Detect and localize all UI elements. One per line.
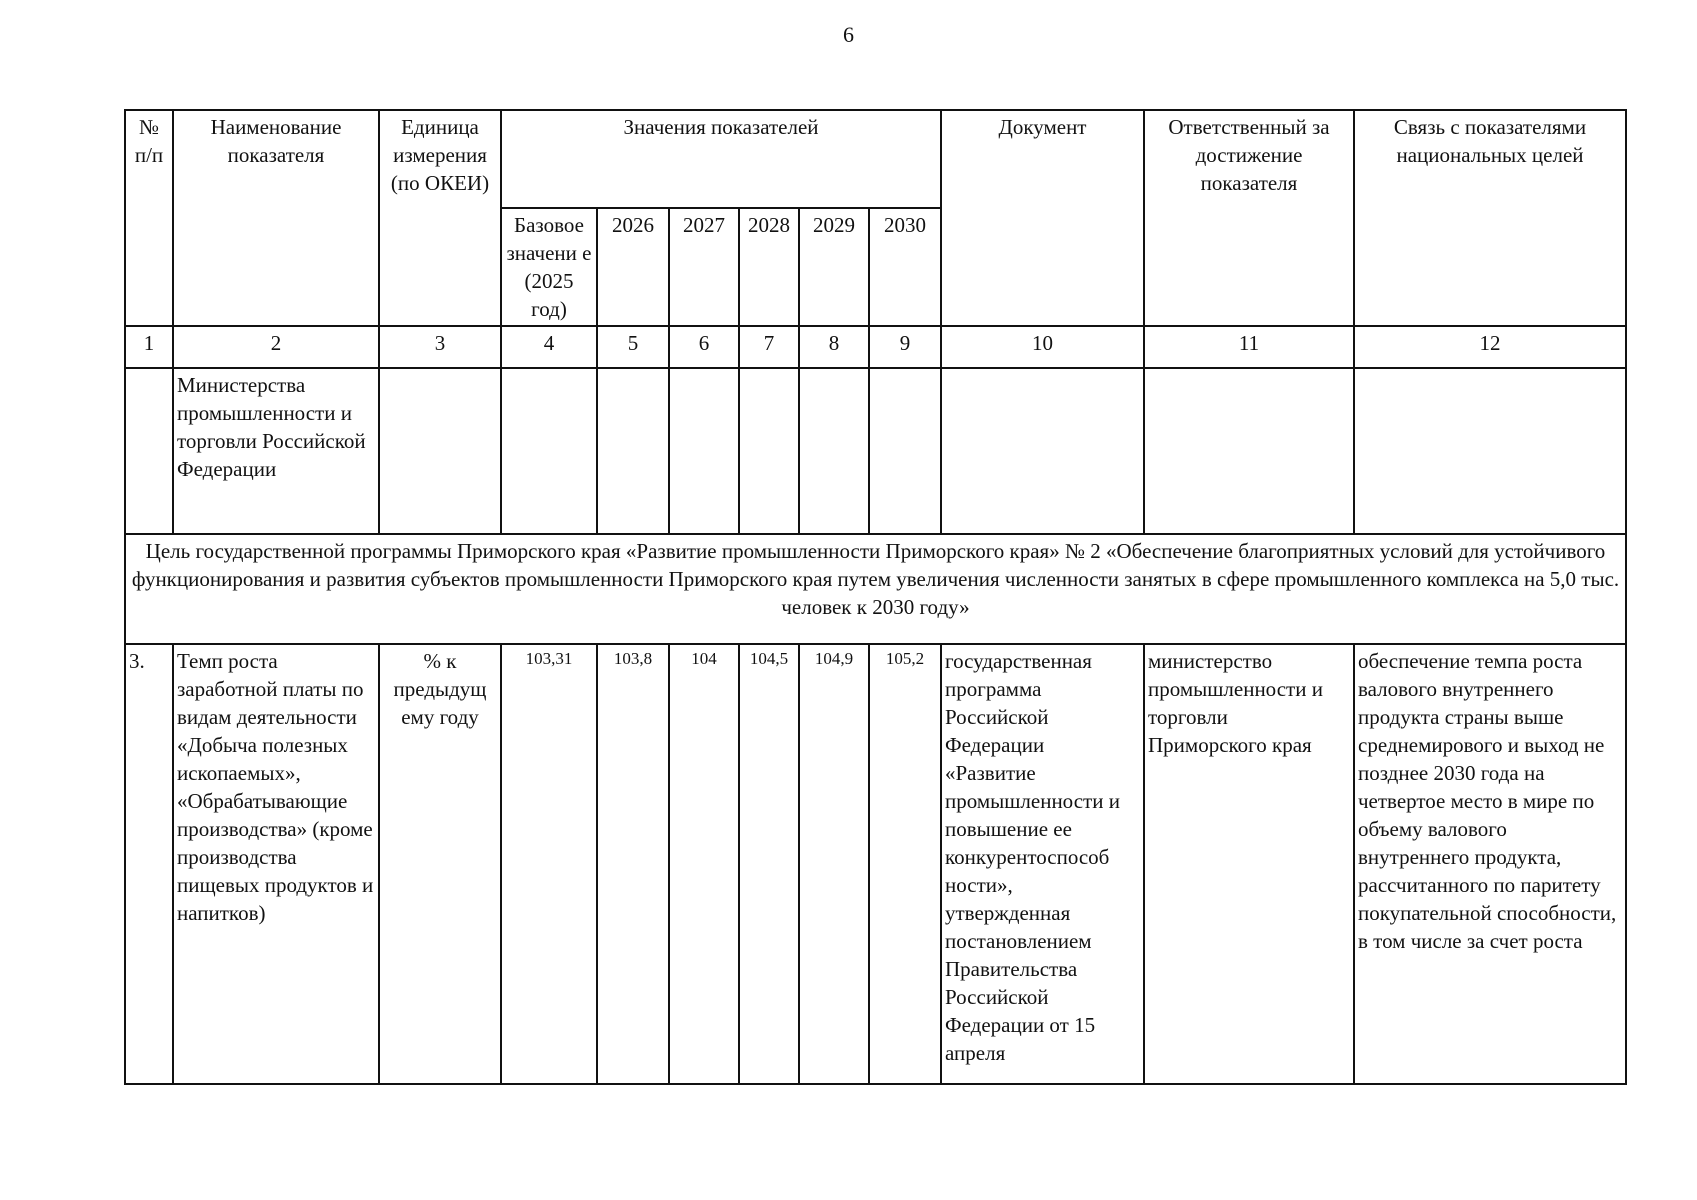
row-value: 103,8 [597, 644, 669, 1084]
column-number: 12 [1354, 326, 1626, 368]
row-responsible: министерство промышленности и торговли Приморского края [1144, 644, 1354, 1084]
row-document: государственная программа Российской Федерации «Развитие промышленности и повышение ее конкурентоспособ ности», утвержденная постановлением Правительства Российской Федерации от 15 апреля [941, 644, 1144, 1084]
page-number: 6 [843, 22, 854, 47]
header-year: 2028 [739, 208, 799, 326]
header-row [125, 110, 1626, 208]
column-number: 2 [173, 326, 379, 368]
row-link: обеспечение темпа роста валового внутреннего продукта страны выше среднемирового и выход не позднее 2030 года на четвертое место в мире по объему валового внутреннего продукта, рассчитанного по паритету покупательной способности, в том числе за счет роста [1354, 644, 1626, 1084]
header-year: 2027 [669, 208, 739, 326]
header-values-group: Значения показателей [501, 110, 941, 208]
column-number: 7 [739, 326, 799, 368]
column-number: 1 [125, 326, 173, 368]
column-number: 3 [379, 326, 501, 368]
header-base: Базовое значени е (2025 год) [501, 208, 597, 326]
row-num: 3. [125, 644, 173, 1084]
column-number: 8 [799, 326, 869, 368]
header-responsible: Ответственный за достижение показателя [1144, 110, 1354, 326]
row-value: 105,2 [869, 644, 941, 1084]
column-number: 5 [597, 326, 669, 368]
goal-row [125, 534, 1626, 644]
goal-text: Цель государственной программы Приморского края «Развитие промышленности Приморского края» № 2 «Обеспечение благоприятных условий для устойчивого функционирования и развития субъектов промышленности Приморского края путем увеличения численности занятых в сфере промышленного комплекса на 5,0 тыс. человек к 2030 году» [125, 534, 1626, 644]
continuation-name: Министерства промышленности и торговли Российской Федерации [173, 368, 379, 534]
header-num: № п/п [125, 110, 173, 326]
row-value: 104,5 [739, 644, 799, 1084]
header-year: 2026 [597, 208, 669, 326]
header-name: Наименование показателя [173, 110, 379, 326]
row-value: 104,9 [799, 644, 869, 1084]
header-unit: Единица измерения (по ОКЕИ) [379, 110, 501, 326]
row-base-value: 103,31 [501, 644, 597, 1084]
column-number: 6 [669, 326, 739, 368]
indicators-table [124, 109, 1627, 1085]
header-year: 2029 [799, 208, 869, 326]
header-document: Документ [941, 110, 1144, 326]
row-unit: % к предыдущ ему году [379, 644, 501, 1084]
row-value: 104 [669, 644, 739, 1084]
column-numbers-row [125, 326, 1626, 368]
column-number: 11 [1144, 326, 1354, 368]
table-row [125, 644, 1626, 1084]
column-number: 10 [941, 326, 1144, 368]
continuation-row [125, 368, 1626, 534]
column-number: 9 [869, 326, 941, 368]
header-year: 2030 [869, 208, 941, 326]
row-name: Темп роста заработной платы по видам деятельности «Добыча полезных ископаемых», «Обрабатывающие производства» (кроме производства пищевых продуктов и напитков) [173, 644, 379, 1084]
column-number: 4 [501, 326, 597, 368]
header-link: Связь с показателями национальных целей [1354, 110, 1626, 326]
